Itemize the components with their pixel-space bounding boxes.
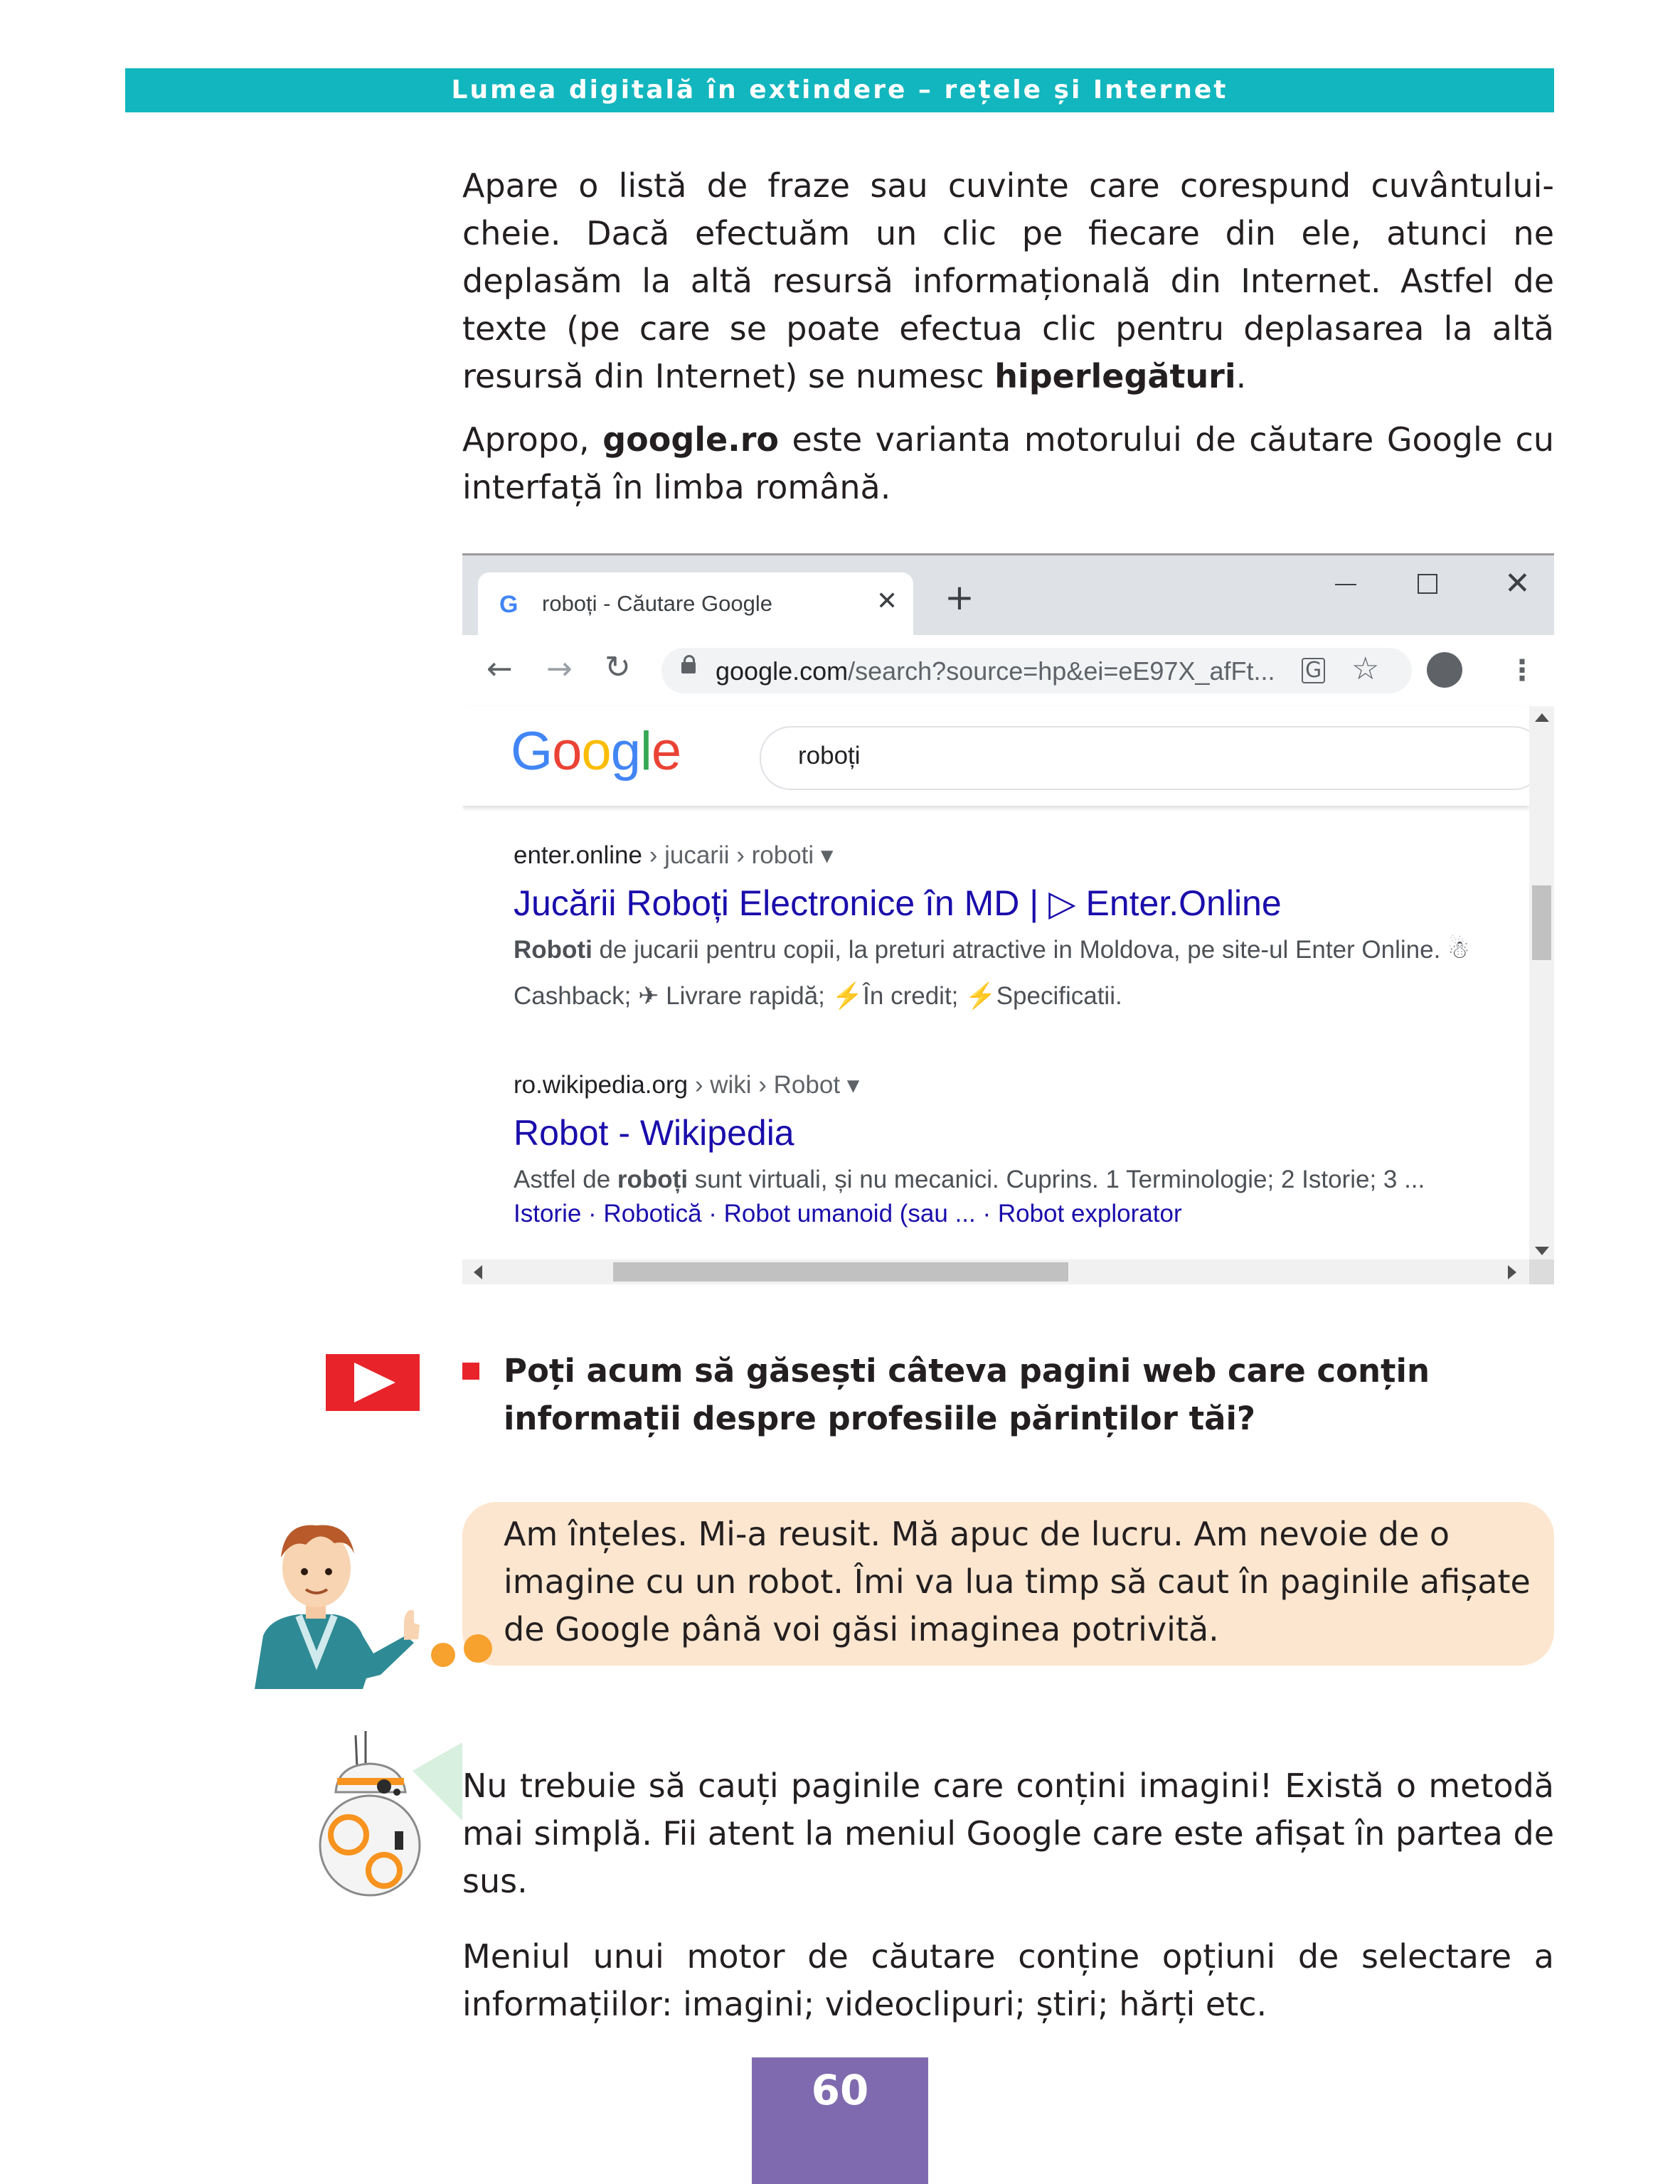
result-title-link[interactable]: Jucării Roboți Electronice în MD | ▷ Enter.Online xyxy=(514,883,1282,923)
intro-text: Apare o listă de fraze sau cuvinte care corespund cuvântului-cheie. Dacă efectuăm un clic pe fiecare din ele, atunci ne deplasăm la altă resursă informațională din Internet. Astfel de texte (pe care se poate efectua clic pentru deplasarea la altă resursă din Internet) se numesc xyxy=(462,166,1554,395)
header-title: Lumea digitală în extindere – rețele și Internet xyxy=(451,75,1228,105)
google-ro-term: google.ro xyxy=(602,420,779,459)
horizontal-scroll-thumb[interactable] xyxy=(613,1262,1068,1282)
closing-paragraph: Meniul unui motor de căutare conține opțiuni de selectare a informațiilor: imagini; videoclipuri; știri; hărți etc. xyxy=(462,1937,1554,2023)
robot-illustration xyxy=(306,1728,462,1899)
term-hyperlinks: hiperlegături xyxy=(994,357,1236,395)
reload-icon[interactable]: ↻ xyxy=(605,649,631,686)
scrollbar-corner xyxy=(1529,1259,1554,1284)
boy-speech-text: Am înțeles. Mi-a reusit. Mă apuc de lucru. Am nevoie de o imagine cu un robot. Îmi va lua timp să caut în paginile afișate de Google până voi găsi imaginea potrivită. xyxy=(504,1515,1531,1648)
back-arrow-icon[interactable]: ← xyxy=(487,651,513,687)
result-crumbs: › wiki › Robot ▾ xyxy=(688,1071,860,1099)
url-path: /search?source=hp&ei=eE97X_afFt... xyxy=(848,656,1275,686)
scroll-down-icon[interactable] xyxy=(1535,1247,1549,1255)
search-result xyxy=(514,841,1469,1016)
video-play-icon xyxy=(326,1354,420,1411)
result-snippet xyxy=(514,1159,1425,1200)
search-result xyxy=(514,1071,1425,1228)
account-icon[interactable] xyxy=(1427,652,1462,688)
page-number: 60 xyxy=(811,2066,869,2114)
minimize-icon[interactable] xyxy=(1335,584,1356,585)
tab-title: roboți - Căutare Google xyxy=(542,591,772,616)
p2-end: este varianta motorului de căutare Google cu interfață în limba română. xyxy=(462,420,1554,506)
forward-arrow-icon[interactable]: → xyxy=(546,651,573,687)
horizontal-scrollbar[interactable] xyxy=(462,1259,1529,1284)
scroll-right-icon[interactable] xyxy=(1508,1265,1516,1279)
menu-dots-icon[interactable]: ⋮ xyxy=(1508,654,1536,687)
bullet-square-icon xyxy=(462,1363,479,1380)
result-site: ro.wikipedia.org xyxy=(514,1071,689,1099)
browser-screenshot xyxy=(462,553,1554,1284)
scroll-up-icon[interactable] xyxy=(1535,713,1549,722)
bookmark-star-icon[interactable]: ☆ xyxy=(1351,651,1380,687)
intro-paragraph-2 xyxy=(462,416,1554,511)
result-cite[interactable] xyxy=(514,841,1469,870)
p2-start: Apropo, xyxy=(462,420,603,459)
google-favicon-icon: G xyxy=(499,591,519,618)
intro-end: . xyxy=(1235,357,1247,395)
intro-paragraph-1 xyxy=(462,162,1554,400)
snippet-bold: Roboti xyxy=(514,936,592,964)
task-question: Poți acum să găsești câteva pagini web care conțin informații despre profesiile părinților tăi? xyxy=(504,1352,1430,1437)
url-text xyxy=(716,656,1275,686)
result-site: enter.online xyxy=(514,841,642,869)
thought-dot xyxy=(464,1634,492,1663)
result-cite[interactable] xyxy=(514,1071,1425,1099)
thought-dot xyxy=(431,1643,455,1667)
maximize-icon[interactable] xyxy=(1418,574,1437,594)
vertical-scrollbar[interactable] xyxy=(1529,706,1554,1265)
google-header xyxy=(462,706,1529,806)
result-sitelinks[interactable]: Istorie · Robotică · Robot umanoid (sau ... · Robot explorator xyxy=(514,1200,1182,1227)
tab-close-icon[interactable]: ✕ xyxy=(876,587,898,616)
browser-tab[interactable] xyxy=(478,572,913,635)
snippet-bold: roboți xyxy=(617,1166,689,1193)
new-tab-icon[interactable]: + xyxy=(945,577,974,618)
snippet-line-1: sunt virtuali, și nu mecanici. Cuprins. 1 Terminologie; 2 Istorie; 3 ... xyxy=(688,1166,1425,1193)
result-title-link[interactable]: Robot - Wikipedia xyxy=(514,1113,794,1153)
vertical-scroll-thumb[interactable] xyxy=(1532,885,1551,960)
lock-icon xyxy=(681,662,696,673)
google-logo[interactable]: Google xyxy=(511,721,681,782)
window-close-icon[interactable]: ✕ xyxy=(1504,565,1531,602)
robot-speech-text: Nu trebuie să cauți paginile care conțini imagini! Există o metodă mai simplă. Fii atent la meniul Google care este afișat în partea de sus. xyxy=(462,1767,1554,1900)
browser-toolbar xyxy=(462,635,1554,708)
result-crumbs: › jucarii › roboti ▾ xyxy=(642,841,834,869)
search-query: roboți xyxy=(798,742,861,769)
snippet-pre: Astfel de xyxy=(514,1166,617,1193)
result-snippet xyxy=(514,929,1469,970)
search-input[interactable] xyxy=(760,726,1545,790)
address-bar[interactable] xyxy=(661,648,1412,693)
browser-titlebar xyxy=(462,555,1554,635)
result-snippet-2: Cashback; ✈ Livrare rapidă; ⚡În credit; ⚡Specificatii. xyxy=(514,982,1122,1010)
translate-icon[interactable]: G xyxy=(1302,658,1325,683)
boy-thumbs-up-illustration xyxy=(249,1501,434,1689)
header-bar xyxy=(125,68,1554,112)
boy-speech-bubble xyxy=(462,1502,1554,1666)
snippet-line-1: de jucarii pentru copii, la preturi atractive in Moldova, pe site-ul Enter Online. ☃ xyxy=(592,936,1470,964)
page-number-box xyxy=(752,2057,928,2184)
url-host: google.com xyxy=(716,656,849,686)
scroll-left-icon[interactable] xyxy=(474,1265,482,1279)
